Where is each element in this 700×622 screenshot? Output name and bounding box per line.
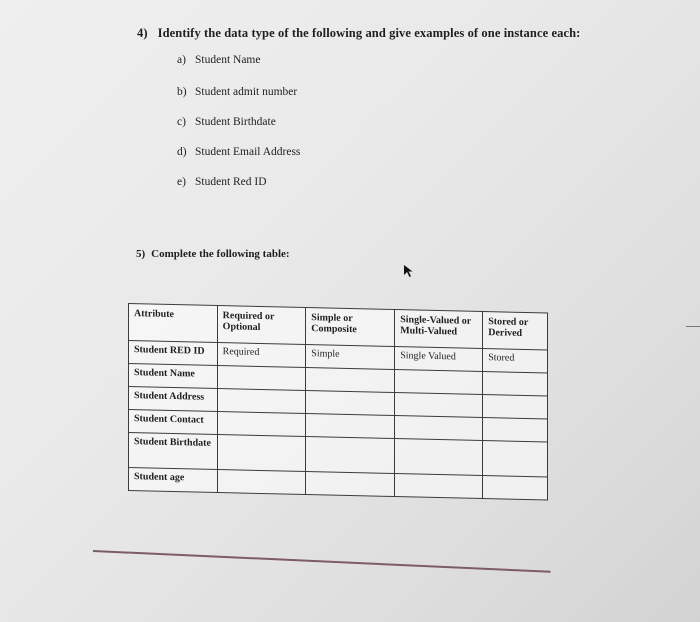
option-letter: a) (177, 54, 186, 66)
cell-attribute: Student Name (129, 364, 218, 389)
option-a (177, 54, 260, 66)
cell-simple (306, 414, 395, 439)
option-e (177, 176, 267, 188)
cell-required (217, 366, 306, 391)
header-single-multi-valued: Single-Valued or Multi-Valued (395, 310, 483, 349)
option-d (177, 146, 300, 158)
cell-simple (306, 437, 395, 474)
cell-simple: Simple (306, 345, 395, 370)
cell-attribute: Student Contact (129, 410, 218, 435)
cell-attribute: Student Address (129, 387, 218, 412)
cell-simple (306, 368, 395, 393)
cell-required: Required (217, 343, 306, 368)
cell-required (217, 470, 306, 495)
header-stored-derived: Stored or Derived (483, 312, 548, 350)
edge-mark (686, 326, 700, 327)
option-c (177, 116, 276, 128)
attribute-table (128, 303, 548, 501)
option-letter: e) (177, 176, 186, 188)
question-5-text: Complete the following table: (151, 248, 290, 260)
cell-single: Single Valued (395, 347, 483, 372)
cell-required (217, 435, 306, 472)
cell-attribute: Student age (129, 468, 218, 493)
cell-stored (483, 441, 548, 477)
cell-single (395, 370, 483, 395)
option-label: Student Red ID (195, 176, 267, 188)
cell-attribute: Student Birthdate (129, 433, 218, 470)
header-attribute: Attribute (129, 304, 218, 343)
cell-stored: Stored (483, 349, 548, 373)
cell-stored (483, 476, 548, 500)
mouse-pointer-icon (403, 264, 415, 278)
question-5-number: 5) (136, 248, 146, 260)
option-b (177, 86, 297, 98)
header-simple-composite: Simple or Composite (306, 308, 395, 347)
cell-required (217, 412, 306, 437)
cell-single (395, 416, 483, 441)
option-label: Student admit number (195, 86, 298, 98)
option-letter: c) (177, 116, 186, 128)
option-label: Student Email Address (195, 146, 301, 158)
cell-attribute: Student RED ID (129, 341, 218, 366)
question-4-text: Identify the data type of the following and give examples of one instance each: (157, 26, 581, 40)
cell-single (395, 474, 483, 499)
cell-required (217, 389, 306, 414)
cell-single (395, 393, 483, 418)
question-4-number: 4) (137, 26, 148, 40)
question-5 (136, 248, 290, 260)
option-label: Student Name (195, 54, 261, 66)
footer-rule (93, 550, 551, 573)
cell-simple (306, 472, 395, 497)
option-letter: d) (177, 146, 187, 158)
cell-stored (483, 395, 548, 419)
cell-single (395, 439, 483, 476)
option-label: Student Birthdate (195, 116, 276, 128)
question-4 (137, 26, 580, 41)
cell-stored (483, 418, 548, 442)
attribute-table-container (128, 303, 548, 500)
header-required-optional: Required or Optional (217, 306, 306, 345)
cell-stored (483, 372, 548, 396)
cell-simple (306, 391, 395, 416)
option-letter: b) (177, 86, 187, 98)
